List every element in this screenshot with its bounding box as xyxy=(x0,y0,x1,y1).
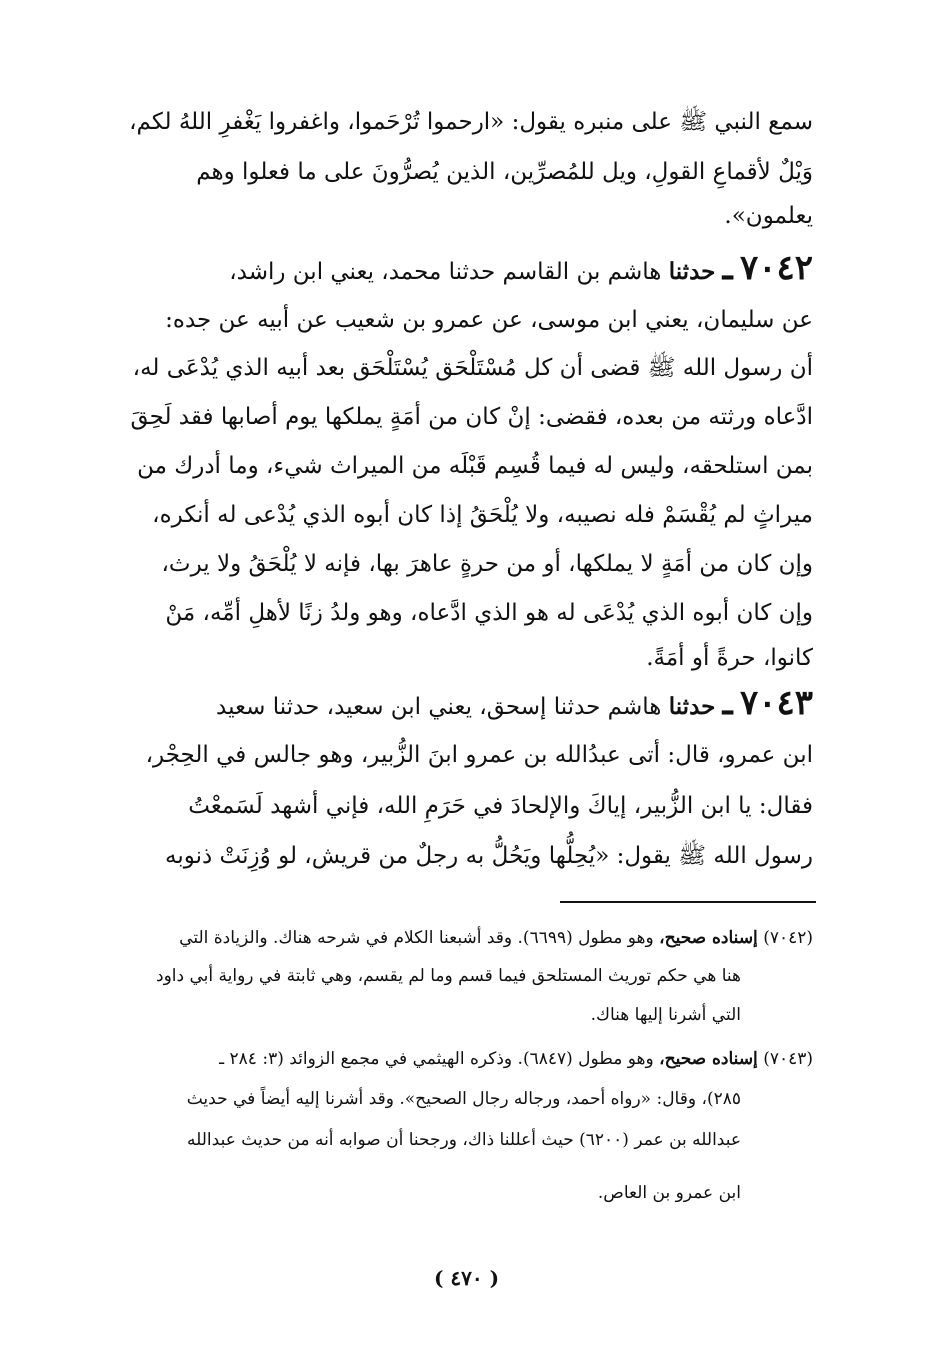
body-line: وإن كان من أمَةٍ لا يملكها، أو من حرةٍ عاهرَ بها، فإنه لا يُلْحَقُ ولا يرث، xyxy=(161,551,813,577)
footnote-line: عبدالله بن عمر (٦٢٠٠) حيث أعللنا ذاك، ورجحنا أن صوابه أنه من حديث عبدالله xyxy=(187,1130,741,1150)
body-line: كانوا، حرةً أو أمَةً. xyxy=(646,645,813,671)
hadith-heading-7043 xyxy=(113,683,813,723)
body-line: بمن استلحقه، وليس له فيما قُسِم قَبْلَه من الميراث شيء، وما أدرك من xyxy=(137,453,813,479)
footnote-line: هنا هي حكم توريث المستلحق فيما قسم وما لم يقسم، وهي ثابتة في رواية أبي داود xyxy=(156,966,741,986)
body-line: وَيْلٌ لأقماعِ القولِ، ويل للمُصرِّين، الذين يُصرُّونَ على ما فعلوا وهم xyxy=(196,159,813,185)
footnote-7042 xyxy=(179,925,813,951)
hadith-dash: ـ xyxy=(722,248,733,288)
footnote-label: (٧٠٤٣) xyxy=(763,1049,813,1069)
body-line: يعلمون». xyxy=(724,203,813,229)
hadith-text: هاشم حدثنا إسحق، يعني ابن سعيد، حدثنا سعيد xyxy=(216,694,662,720)
footnote-line: ابن عمرو بن العاص. xyxy=(597,1183,741,1203)
footnote-separator xyxy=(560,901,816,903)
body-line: سمع النبي ﷺ على منبره يقول: «ارحموا تُرْحَموا، واغفروا يَغْفرِ اللهُ لكم، xyxy=(129,109,813,135)
body-line: وإن كان أبوه الذي يُدْعَى له هو الذي ادَّعاه، وهو ولدُ زنًا لأهلِ أمِّه، مَنْ xyxy=(165,600,813,626)
hadith-keyword: حدثنا xyxy=(668,258,716,285)
footnote-text: وهو مطول (٦٦٩٩). وقد أشبعنا الكلام في شرحه هناك. والزيادة التي xyxy=(179,928,654,948)
hadith-number: ٧٠٤٣ xyxy=(739,683,813,723)
body-line: ادَّعاه ورثته من بعده، فقضى: إنْ كان من أمَةٍ يملكها يوم أصابها فقد لَحِقَ xyxy=(130,404,813,430)
hadith-heading-7042 xyxy=(113,248,813,288)
footnote-line: ٢٨٥)، وقال: «رواه أحمد، ورجاله رجال الصحيح». وقد أشرنا إليه أيضاً في حديث xyxy=(186,1089,741,1109)
footnote-keyword: إسناده صحيح، xyxy=(659,928,758,948)
body-line: أن رسول الله ﷺ قضى أن كل مُسْتَلْحَق يُسْتَلْحَق بعد أبيه الذي يُدْعَى له، xyxy=(132,355,813,381)
body-line: عن سليمان، يعني ابن موسى، عن عمرو بن شعيب عن أبيه عن جده: xyxy=(165,307,813,333)
page-number: ( ٤٧٠ ) xyxy=(433,1266,500,1290)
footnote-7043 xyxy=(219,1046,813,1072)
body-line: ابن عمرو، قال: أتى عبدُالله بن عمرو ابنَ الزُّبير، وهو جالس في الحِجْر، xyxy=(145,742,813,768)
footnote-label: (٧٠٤٢) xyxy=(763,928,813,948)
footnote-keyword: إسناده صحيح، xyxy=(659,1049,758,1069)
hadith-text: هاشم بن القاسم حدثنا محمد، يعني ابن راشد، xyxy=(229,259,662,285)
body-line: رسول الله ﷺ يقول: «يُحِلُّها ويَحُلُّ به رجلٌ من قريش، لو وُزِنَتْ ذنوبه xyxy=(164,843,813,869)
hadith-dash: ـ xyxy=(722,683,733,723)
hadith-keyword: حدثنا xyxy=(668,693,716,720)
footnote-line: التي أشرنا إليها هناك. xyxy=(590,1005,741,1025)
body-line: ميراثٍ لم يُقْسَمْ فله نصيبه، ولا يُلْحَقُ إذا كان أبوه الذي يُدْعى له أنكره، xyxy=(152,502,813,528)
footnote-text: وهو مطول (٦٨٤٧). وذكره الهيثمي في مجمع الزوائد (٣: ٢٨٤ ـ xyxy=(219,1049,654,1069)
body-line: فقال: يا ابن الزُّبير، إياكَ والإلحادَ في حَرَمِ الله، فإني أشهد لَسَمعْتُ xyxy=(188,793,813,819)
hadith-number: ٧٠٤٢ xyxy=(739,248,813,288)
